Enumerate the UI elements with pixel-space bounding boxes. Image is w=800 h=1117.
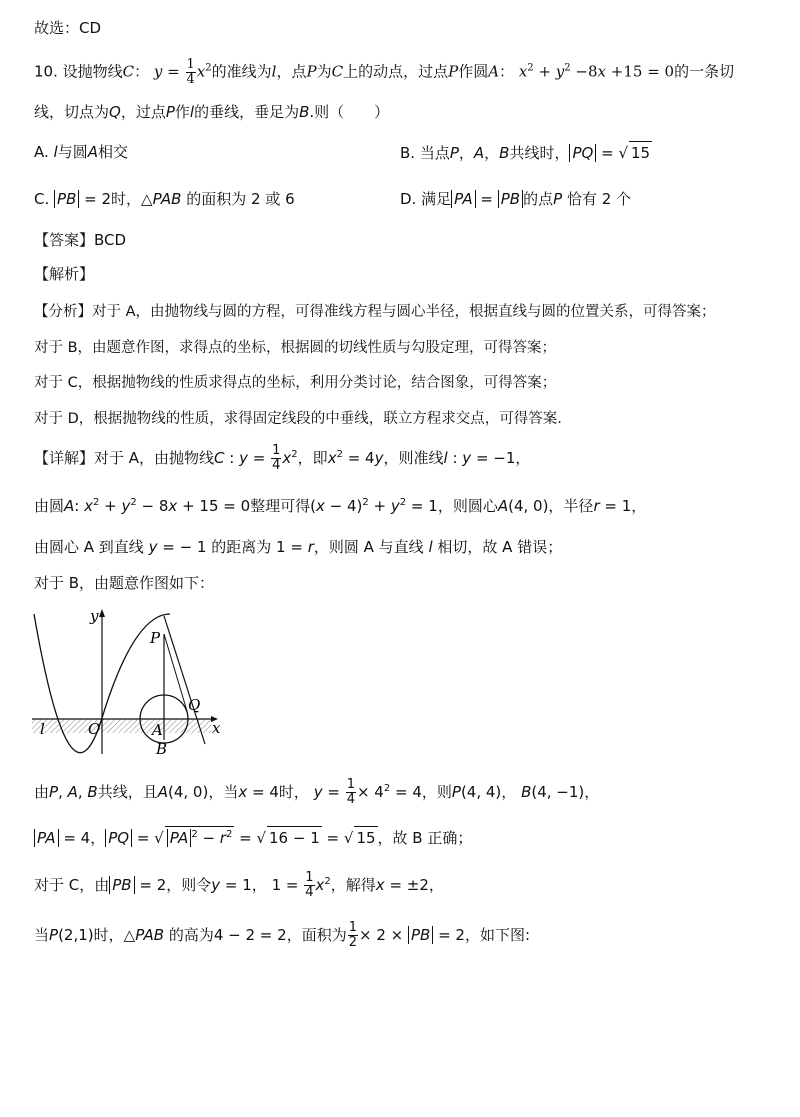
previous-answer: 故选：CD	[34, 19, 102, 37]
option-c: C. PB = 2时，△PAB 的面积为 2 或 6	[34, 190, 295, 208]
option-d: D. 满足 PA = PB 的点P 恰有 2 个	[400, 190, 632, 208]
segment-pq	[164, 634, 187, 711]
detail-line5: 由P, A, B共线，且A(4, 0)，当x = 4时， y = $\frac{1}{4}$ × $4^2 = 4$，则P(4, 4)， B(4, −1)，	[34, 777, 600, 807]
analysis-line4: 对于 D，根据抛物线的性质，求得固定线段的中垂线，联立方程求交点，可得答案.	[34, 411, 562, 427]
analysis-line1: 【分析】对于 A，由抛物线与圆的方程，可得准线方程与圆心半径，根据直线与圆的位置关系，可得答案；	[34, 304, 716, 320]
y-axis-arrow	[99, 609, 105, 617]
detail-line3: 由圆心 A 到直线 y = − 1 的距离为 1 = r，则圆 A 与直线 l 相切，故 A 错误；	[34, 538, 563, 556]
detail-line2: 由圆A: $x^2 + y^2 - 8x + 15 = 0$整理可得$(x - 4)^2 + y^2 = 1$，则圆心A(4, 0)，半径r = 1，	[34, 497, 647, 515]
label-o: O	[88, 720, 101, 738]
parabola-circle-figure	[30, 606, 226, 756]
label-y: y	[90, 607, 99, 625]
option-a: A. l与圆A相交	[34, 143, 129, 161]
answer-line: 【答案】BCD	[34, 231, 127, 249]
question-10-stem-line2: 线，切点为Q，过点P作l的垂线，垂足为B.则（ ）	[34, 103, 390, 121]
label-p: P	[150, 629, 161, 647]
label-q: Q	[188, 696, 201, 714]
label-a: A	[152, 721, 163, 739]
analysis-line3: 对于 C，根据抛物线的性质求得点的坐标，利用分类讨论，结合图象，可得答案；	[34, 375, 557, 391]
detail-line1: 【详解】对于 A，由抛物线C : y = $\frac{1}{4}$ $x^2$，即$x^2 = 4y$，则准线l : y = −1，	[34, 443, 531, 473]
option-b: B. 当点P，A，B共线时， PQ = √ 15	[400, 141, 652, 164]
label-x: x	[212, 719, 221, 737]
label-l: l	[40, 720, 45, 738]
question-10-stem-line1: 10. 设抛物线C： y = $\frac{1}{4}$ $x^2$的准线为l，点P为C上的动点，过点P作圆A： $x^2 + y^2 -8x +15 = 0$的一条切	[34, 57, 735, 87]
detail-line7: 对于 C，由 PB = 2，则令y = 1， 1 = $\frac{1}{4}$ $x^2$，解得x = ±2，	[34, 870, 444, 900]
detail-line8: 当P(2,1)时，△PAB 的高为4 − 2 = 2，面积为 $\frac{1}{2}$ × 2 × PB = 2，如下图:	[34, 920, 531, 950]
analysis-label: 【解析】	[34, 265, 95, 283]
analysis-line2: 对于 B，由题意作图，求得点的坐标，根据圆的切线性质与勾股定理，可得答案；	[34, 340, 557, 356]
label-b: B	[156, 740, 168, 756]
detail-line4: 对于 B，由题意作图如下：	[34, 574, 215, 592]
detail-line6: PA = 4， PQ = √ PA $^2 - r^2$ = √ 16 − 1 = √ 15 ，故 B 正确；	[34, 826, 472, 849]
